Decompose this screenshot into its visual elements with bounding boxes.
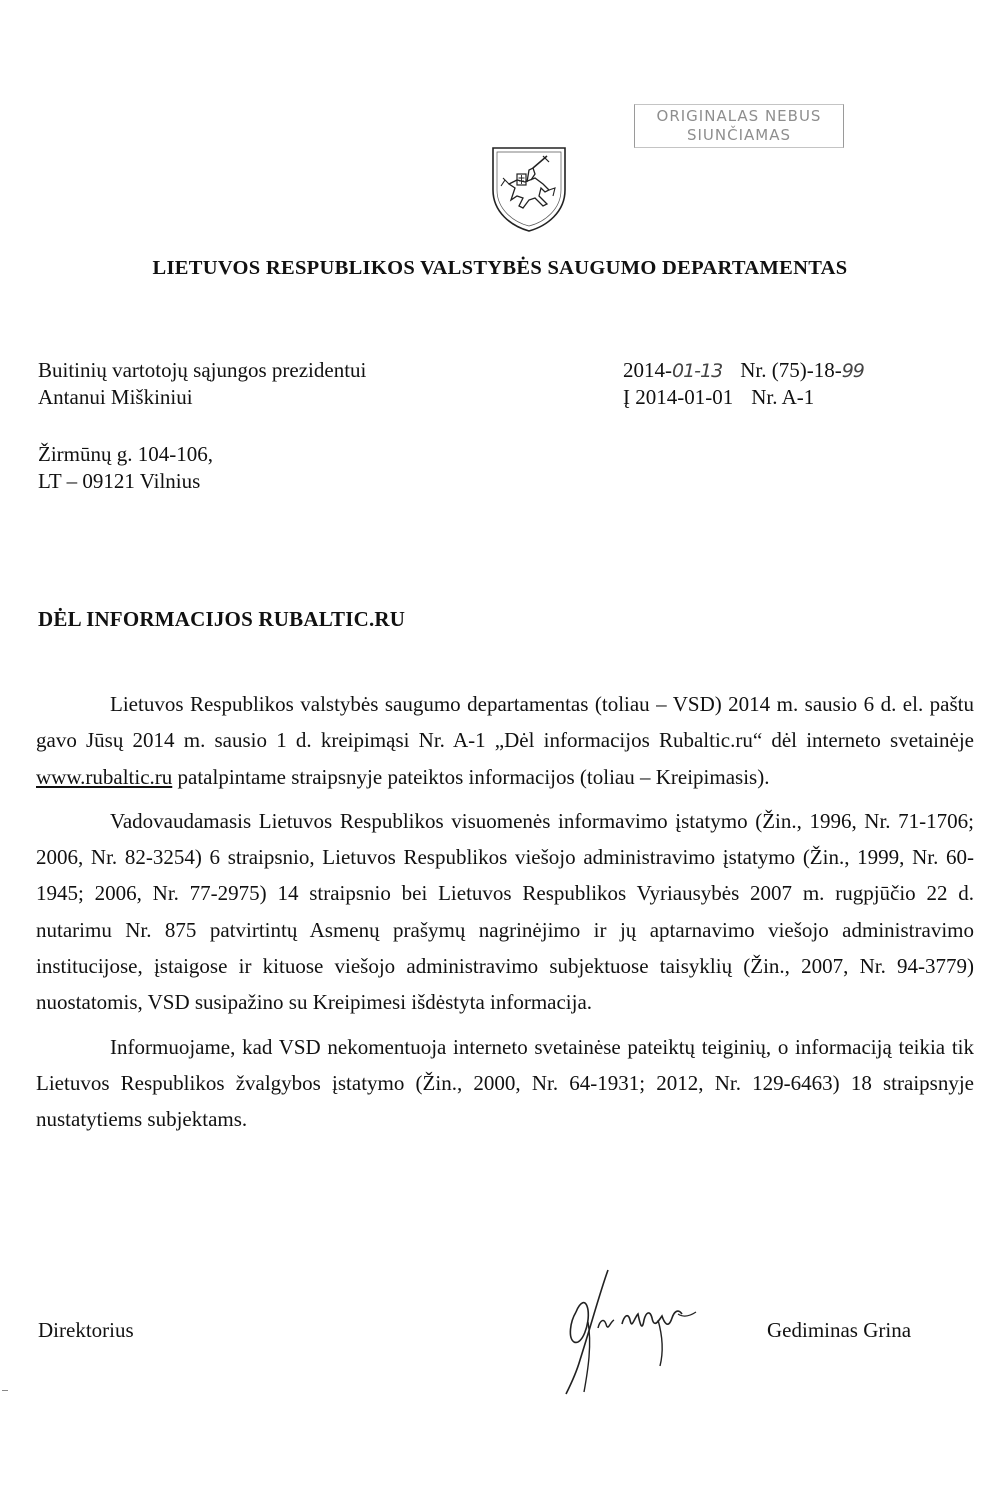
handwritten-number: 99 [841,360,864,382]
body-paragraph-3: Informuojame, kad VSD nekomentuoja interneto svetainėse pateiktų teiginių, o informaciją teikia tik Lietuvos Respublikos žvalgybos įstatymo (Žin., 2000, Nr. 64-1931; 2012, Nr. 129-6463) 18 straipsnyje nustatytiems subjektams. [36,1034,974,1132]
letter-body [36,686,974,1146]
recipient-position: Buitinių vartotojų sąjungos prezidentui [38,358,367,382]
recipient-block [38,357,366,411]
signer-title: Direktorius [38,1318,134,1342]
paragraph-1-end: patalpintame straipsnyje pateiktos informacijos (toliau – Kreipimasis). [172,764,770,789]
stamp-line-2: SIUNČIAMAS [686,126,792,144]
handwritten-signature-icon [540,1262,710,1402]
not-original-stamp [634,104,844,148]
reference-number-prefix: Nr. (75)-18- [740,358,842,382]
date-prefix: 2014- [623,358,672,382]
vytis-coat-of-arms-icon [489,144,569,234]
agency-name: LIETUVOS RESPUBLIKOS VALSTYBĖS SAUGUMO DEPARTAMENTAS [152,257,848,279]
reference-block [623,357,864,411]
handwritten-date: 01-13 [672,360,723,382]
recipient-name: Antanui Miškiniui [38,385,193,409]
body-paragraph-1 [36,686,974,795]
incoming-reference [623,384,864,411]
reply-to-date: Į 2014-01-01 [623,385,734,409]
outgoing-reference [623,357,864,384]
address-city: LT – 09121 Vilnius [38,469,201,493]
letter-subject: DĖL INFORMACIJOS RUBALTIC.RU [38,607,406,631]
reply-to-number: Nr. A-1 [751,385,815,409]
body-paragraph-2: Vadovaudamasis Lietuvos Respublikos visuomenės informavimo įstatymo (Žin., 1996, Nr. 71-1706; 2006, Nr. 82-3254) 6 straipsnio, Lietuvos Respublikos viešojo administravimo įstatymo (Žin., 1999, Nr. 60-1945; 2006, Nr. 77-2975) 14 straipsnio bei Lietuvos Respublikos Vyriausybės 2007 m. rugpjūčio 22 d. nutarimu Nr. 875 patvirtintų Asmenų prašymų nagrinėjimo ir jų aptarnavimo viešojo administravimo institucijose, įstaigose ir kituose viešojo administravimo subjektuose taisyklių (Žin., 2007, Nr. 94-3779) nuostatomis, VSD susipažino su Kreipimesi išdėstyta informacija. [36,808,974,1015]
recipient-address [38,441,213,495]
rubaltic-link[interactable]: www.rubaltic.ru [36,764,173,789]
scan-edge-mark [2,1390,8,1391]
address-street: Žirmūnų g. 104-106, [38,442,213,466]
signer-name: Gediminas Grina [767,1318,912,1342]
paragraph-1-start: Lietuvos Respublikos valstybės saugumo departamentas (toliau – VSD) 2014 m. sausio 6 d. el. paštu gavo Jūsų 2014 m. sausio 1 d. kreipimąsi Nr. A-1 „Dėl informacijos Rubaltic.ru“ dėl interneto svetainėje [36,692,974,753]
stamp-line-1: ORIGINALAS NEBUS [656,107,822,125]
